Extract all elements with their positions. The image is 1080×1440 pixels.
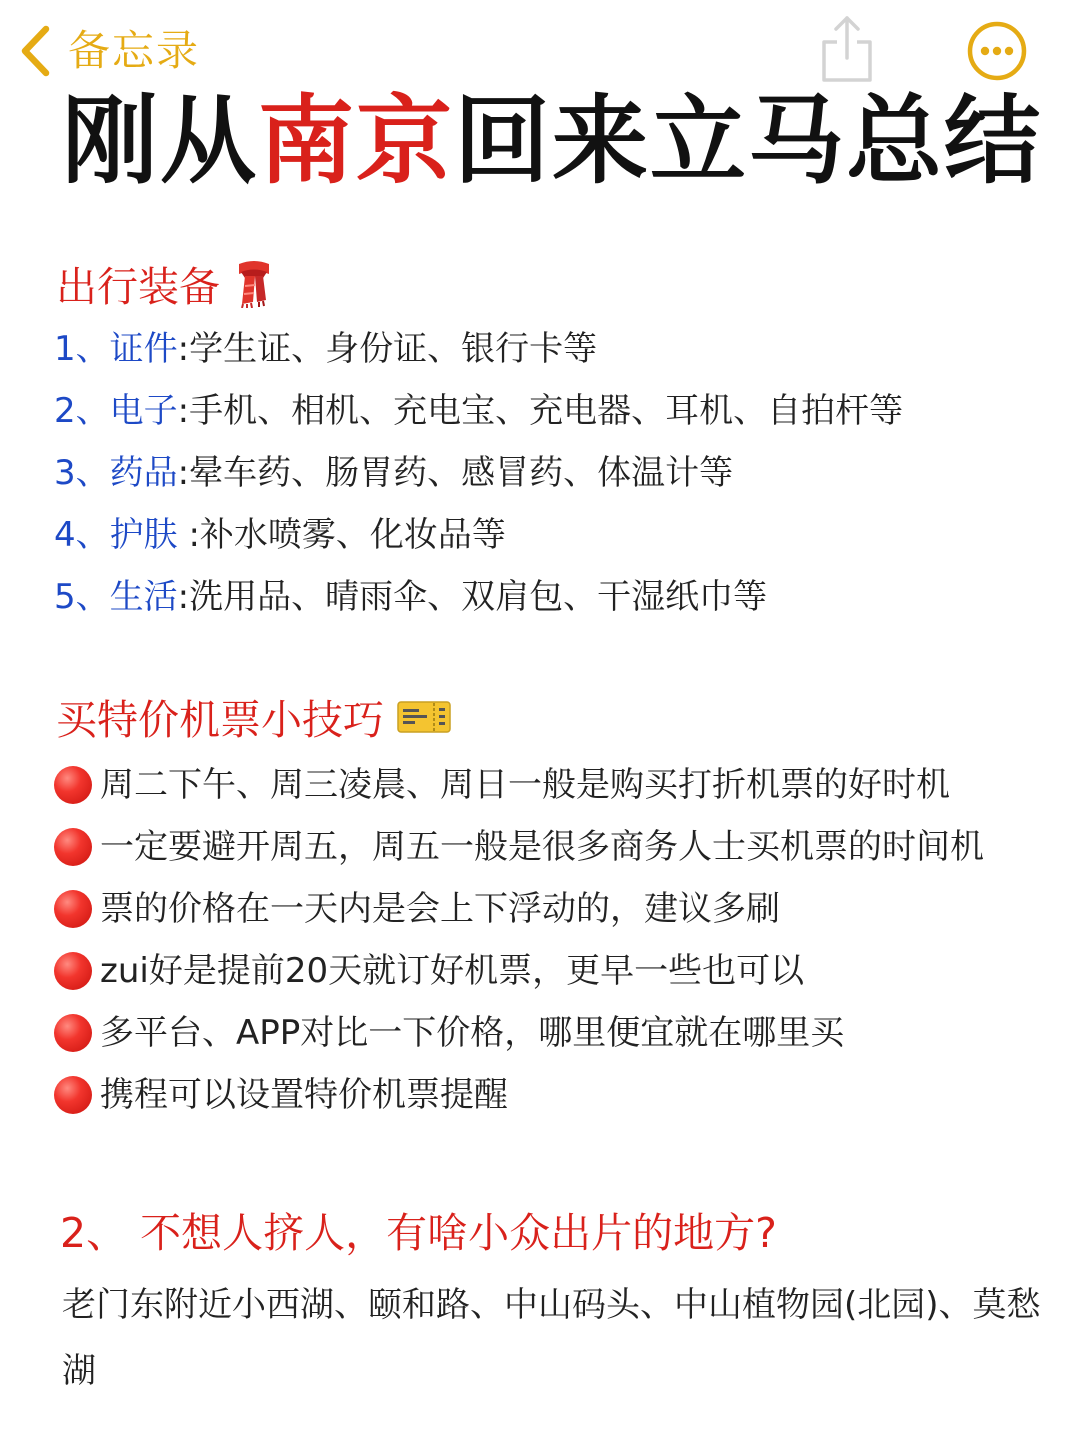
ticket-emoji-icon <box>397 695 451 751</box>
list-item: 周二下午、周三凌晨、周日一般是购买打折机票的好时机 <box>54 754 984 816</box>
tickets-heading-text: 买特价机票小技巧 <box>56 696 384 744</box>
scarf-emoji-icon <box>233 258 275 322</box>
chevron-left-icon <box>18 24 52 78</box>
title-part1: 刚从 <box>62 85 258 197</box>
more-button[interactable] <box>966 20 1028 82</box>
list-item: 5、生活:洗用品、晴雨伞、双肩包、干湿纸巾等 <box>54 577 768 617</box>
gear-list <box>54 318 903 628</box>
share-button[interactable] <box>816 14 878 84</box>
back-button[interactable] <box>18 22 200 80</box>
gear-heading-text: 出行装备 <box>56 263 220 311</box>
spots-answer: 老门东附近小西湖、颐和路、中山码头、中山植物园(北园)、莫愁湖 <box>62 1285 1041 1391</box>
list-item: zui好是提前20天就订好机票，更早一些也可以 <box>54 940 984 1002</box>
title-highlight: 南京 <box>258 85 454 197</box>
red-circle-icon <box>54 1076 92 1114</box>
gear-heading <box>56 258 275 322</box>
list-item: 一定要避开周五，周五一般是很多商务人士买机票的时间机 <box>54 816 984 878</box>
list-item: 4、护肤 :补水喷雾、化妆品等 <box>54 515 506 555</box>
back-label: 备忘录 <box>68 26 201 75</box>
red-circle-icon <box>54 828 92 866</box>
tickets-list <box>54 754 984 1126</box>
list-item: 携程可以设置特价机票提醒 <box>54 1064 984 1126</box>
page-title <box>62 86 1062 196</box>
red-circle-icon <box>54 890 92 928</box>
tickets-heading <box>56 692 451 751</box>
more-icon <box>966 67 1028 86</box>
list-item: 1、证件:学生证、身份证、银行卡等 <box>54 329 598 369</box>
red-circle-icon <box>54 1014 92 1052</box>
list-item: 3、药品:晕车药、肠胃药、感冒药、体温计等 <box>54 453 734 493</box>
list-item: 票的价格在一天内是会上下浮动的，建议多刷 <box>54 878 984 940</box>
title-part2: 回来立马总结 <box>454 85 1042 197</box>
spots-question: 2、 不想人挤人，有啥小众出片的地方? <box>60 1209 777 1257</box>
red-circle-icon <box>54 952 92 990</box>
list-item: 2、电子:手机、相机、充电宝、充电器、耳机、自拍杆等 <box>54 391 904 431</box>
red-circle-icon <box>54 766 92 804</box>
list-item: 多平台、APP对比一下价格，哪里便宜就在哪里买 <box>54 1002 984 1064</box>
